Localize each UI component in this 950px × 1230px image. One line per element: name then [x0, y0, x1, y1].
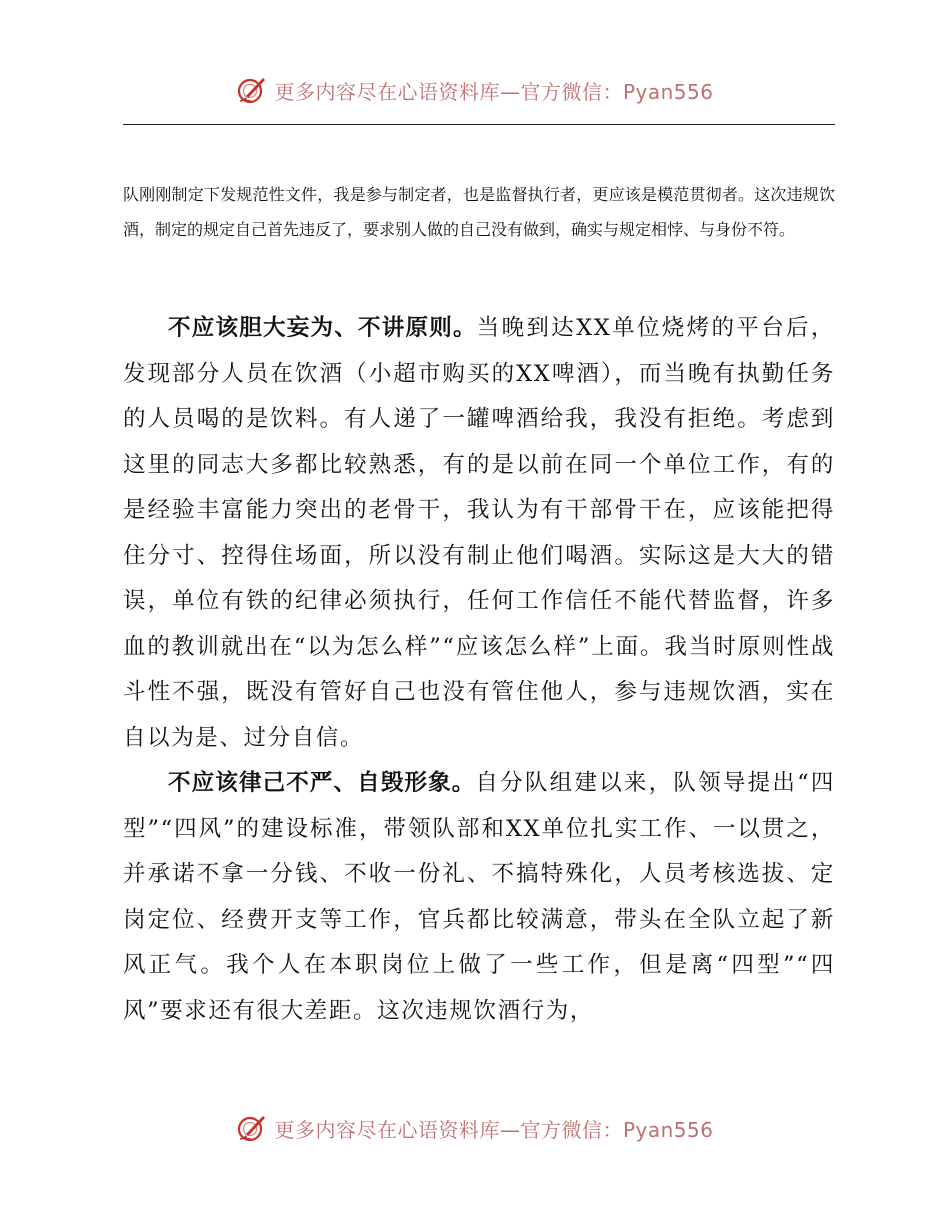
header-watermark-text: 更多内容尽在心语资料库—官方微信：Pyan556 [274, 79, 714, 104]
intro-paragraph [123, 178, 835, 247]
document-body [123, 306, 835, 1034]
header-watermark [0, 70, 950, 110]
pen-nib-logo-icon [236, 74, 268, 106]
footer-watermark-text: 更多内容尽在心语资料库—官方微信：Pyan556 [274, 1117, 714, 1142]
header-divider [123, 124, 835, 125]
section-body: 自分队组建以来，队领导提出“四型”“四风”的建设标准，带领队部和XX单位扎实工作、一以贯之，并承诺不拿一分钱、不收一份礼、不搞特殊化，人员考核选拔、定岗定位、经费开支等工作，官兵都比较满意，带头在全队立起了新风正气。我个人在本职岗位上做了一些工作，但是离“四型”“四风”要求还有很大差距。这次违规饮酒行为， [123, 770, 835, 1024]
footer-watermark [0, 1108, 950, 1148]
section-heading: 不应该胆大妄为、不讲原则。 [168, 315, 477, 341]
intro-text: 队刚刚制定下发规范性文件，我是参与制定者，也是监督执行者，更应该是模范贯彻者。这次违规饮酒，制定的规定自己首先违反了，要求别人做的自己没有做到，确实与规定相悖、与身份不符。 [123, 185, 835, 239]
section-paragraph [123, 761, 835, 1034]
pen-nib-logo-icon [236, 1112, 268, 1144]
section-heading: 不应该律己不严、自毁形象。 [168, 770, 476, 796]
section-body: 当晚到达XX单位烧烤的平台后，发现部分人员在饮酒（小超市购买的XX啤酒），而当晚有执勤任务的人员喝的是饮料。有人递了一罐啤酒给我，我没有拒绝。考虑到这里的同志大多都比较熟悉，有的是以前在同一个单位工作，有的是经验丰富能力突出的老骨干，我认为有干部骨干在，应该能把得住分寸、控得住场面，所以没有制止他们喝酒。实际这是大大的错误，单位有铁的纪律必须执行，任何工作信任不能代替监督，许多血的教训就出在“以为怎么样”“应该怎么样”上面。我当时原则性战斗性不强，既没有管好自己也没有管住他人，参与违规饮酒，实在自以为是、过分自信。 [123, 315, 835, 751]
section-paragraph [123, 306, 835, 761]
